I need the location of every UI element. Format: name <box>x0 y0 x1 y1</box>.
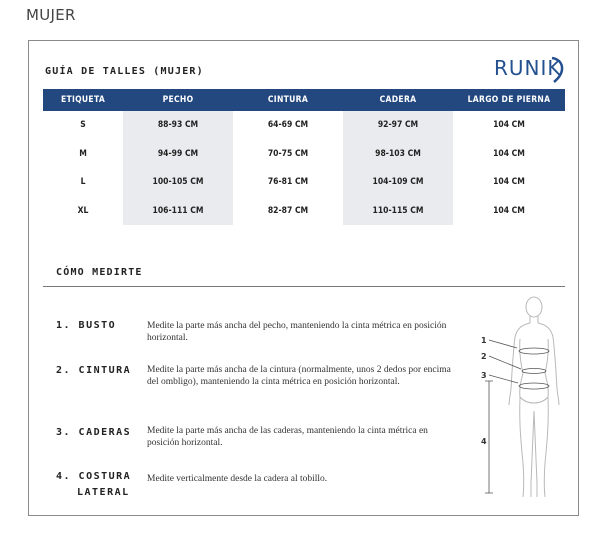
table-cell: 88-93 CM <box>123 111 233 140</box>
table-cell: M <box>79 148 87 159</box>
size-table <box>43 89 565 225</box>
measure-label-line: 3. CADERAS <box>56 427 132 438</box>
table-cell: 104 CM <box>493 177 525 188</box>
figure-marker-3: 3 <box>481 371 487 380</box>
logo-text: RUNIK <box>494 56 562 80</box>
header-largo-de-pierna: LARGO DE PIERNA <box>453 89 565 111</box>
figure-marker-2: 2 <box>481 352 487 361</box>
table-row <box>43 197 565 226</box>
waist-line <box>522 369 546 374</box>
measure-label-cintura <box>56 363 131 379</box>
header-pecho: PECHO <box>123 89 233 111</box>
bust-line <box>519 348 549 354</box>
measure-label-line: 1. BUSTO <box>56 320 117 331</box>
table-cell: 104 CM <box>493 205 525 216</box>
table-cell: L <box>80 177 86 188</box>
table-row <box>43 111 565 140</box>
measure-label-line: 2. CINTURA <box>56 365 132 376</box>
section-label: MUJER <box>26 6 76 24</box>
table-cell: 82-87 CM <box>267 205 309 216</box>
how-to-measure-title: CÓMO MEDIRTE <box>56 267 143 278</box>
guide-title: GUÍA DE TALLES (MUJER) <box>45 66 204 77</box>
section-divider <box>43 286 565 287</box>
table-cell: 104 CM <box>493 120 525 131</box>
measure-label-line: 4. COSTURA <box>56 471 132 482</box>
size-guide-card <box>28 40 579 516</box>
measure-label-caderas <box>56 425 131 441</box>
runik-logo <box>494 54 569 84</box>
table-cell: 104-109 CM <box>343 168 453 197</box>
table-cell: 104 CM <box>493 148 525 159</box>
table-cell: 92-97 CM <box>343 111 453 140</box>
size-table-header-row <box>43 89 565 111</box>
measure-label-line: LATERAL <box>77 487 130 498</box>
measure-label-busto <box>56 318 116 334</box>
figure-marker-1: 1 <box>481 336 487 345</box>
table-cell: 76-81 CM <box>267 177 309 188</box>
body-measurement-figure <box>479 293 574 503</box>
table-cell: 98-103 CM <box>343 140 453 169</box>
measure-desc-costura-lateral: Medite verticalmente desde la cadera al tobillo. <box>147 474 328 484</box>
figure-marker-4: 4 <box>481 437 487 446</box>
header-etiqueta: ETIQUETA <box>43 89 123 111</box>
table-row <box>43 140 565 169</box>
logo-swoosh-icon <box>494 54 569 84</box>
table-cell: 106-111 CM <box>123 197 233 226</box>
measure-label-costura-lateral <box>56 469 131 501</box>
table-cell: S <box>80 120 86 131</box>
table-cell: 94-99 CM <box>123 140 233 169</box>
table-cell: 110-115 CM <box>343 197 453 226</box>
table-cell: XL <box>77 205 89 216</box>
hip-line <box>519 383 549 389</box>
measure-desc-caderas: Medite la parte más ancha de las caderas, manteniendo la cinta métrica en posición horizontal. <box>147 426 428 448</box>
header-cadera: CADERA <box>343 89 453 111</box>
table-cell: 70-75 CM <box>267 148 309 159</box>
table-cell: 64-69 CM <box>267 120 309 131</box>
header-cintura: CINTURA <box>233 89 343 111</box>
measure-desc-busto: Medite la parte más ancha del pecho, manteniendo la cinta métrica en posición horizontal. <box>147 321 447 343</box>
measure-desc-cintura: Medite la parte más ancha de la cintura (normalmente, unos 2 dedos por encima del ombligo), manteniendo la cinta métrica en posición horizontal. <box>147 365 451 387</box>
table-row <box>43 168 565 197</box>
table-cell: 100-105 CM <box>123 168 233 197</box>
